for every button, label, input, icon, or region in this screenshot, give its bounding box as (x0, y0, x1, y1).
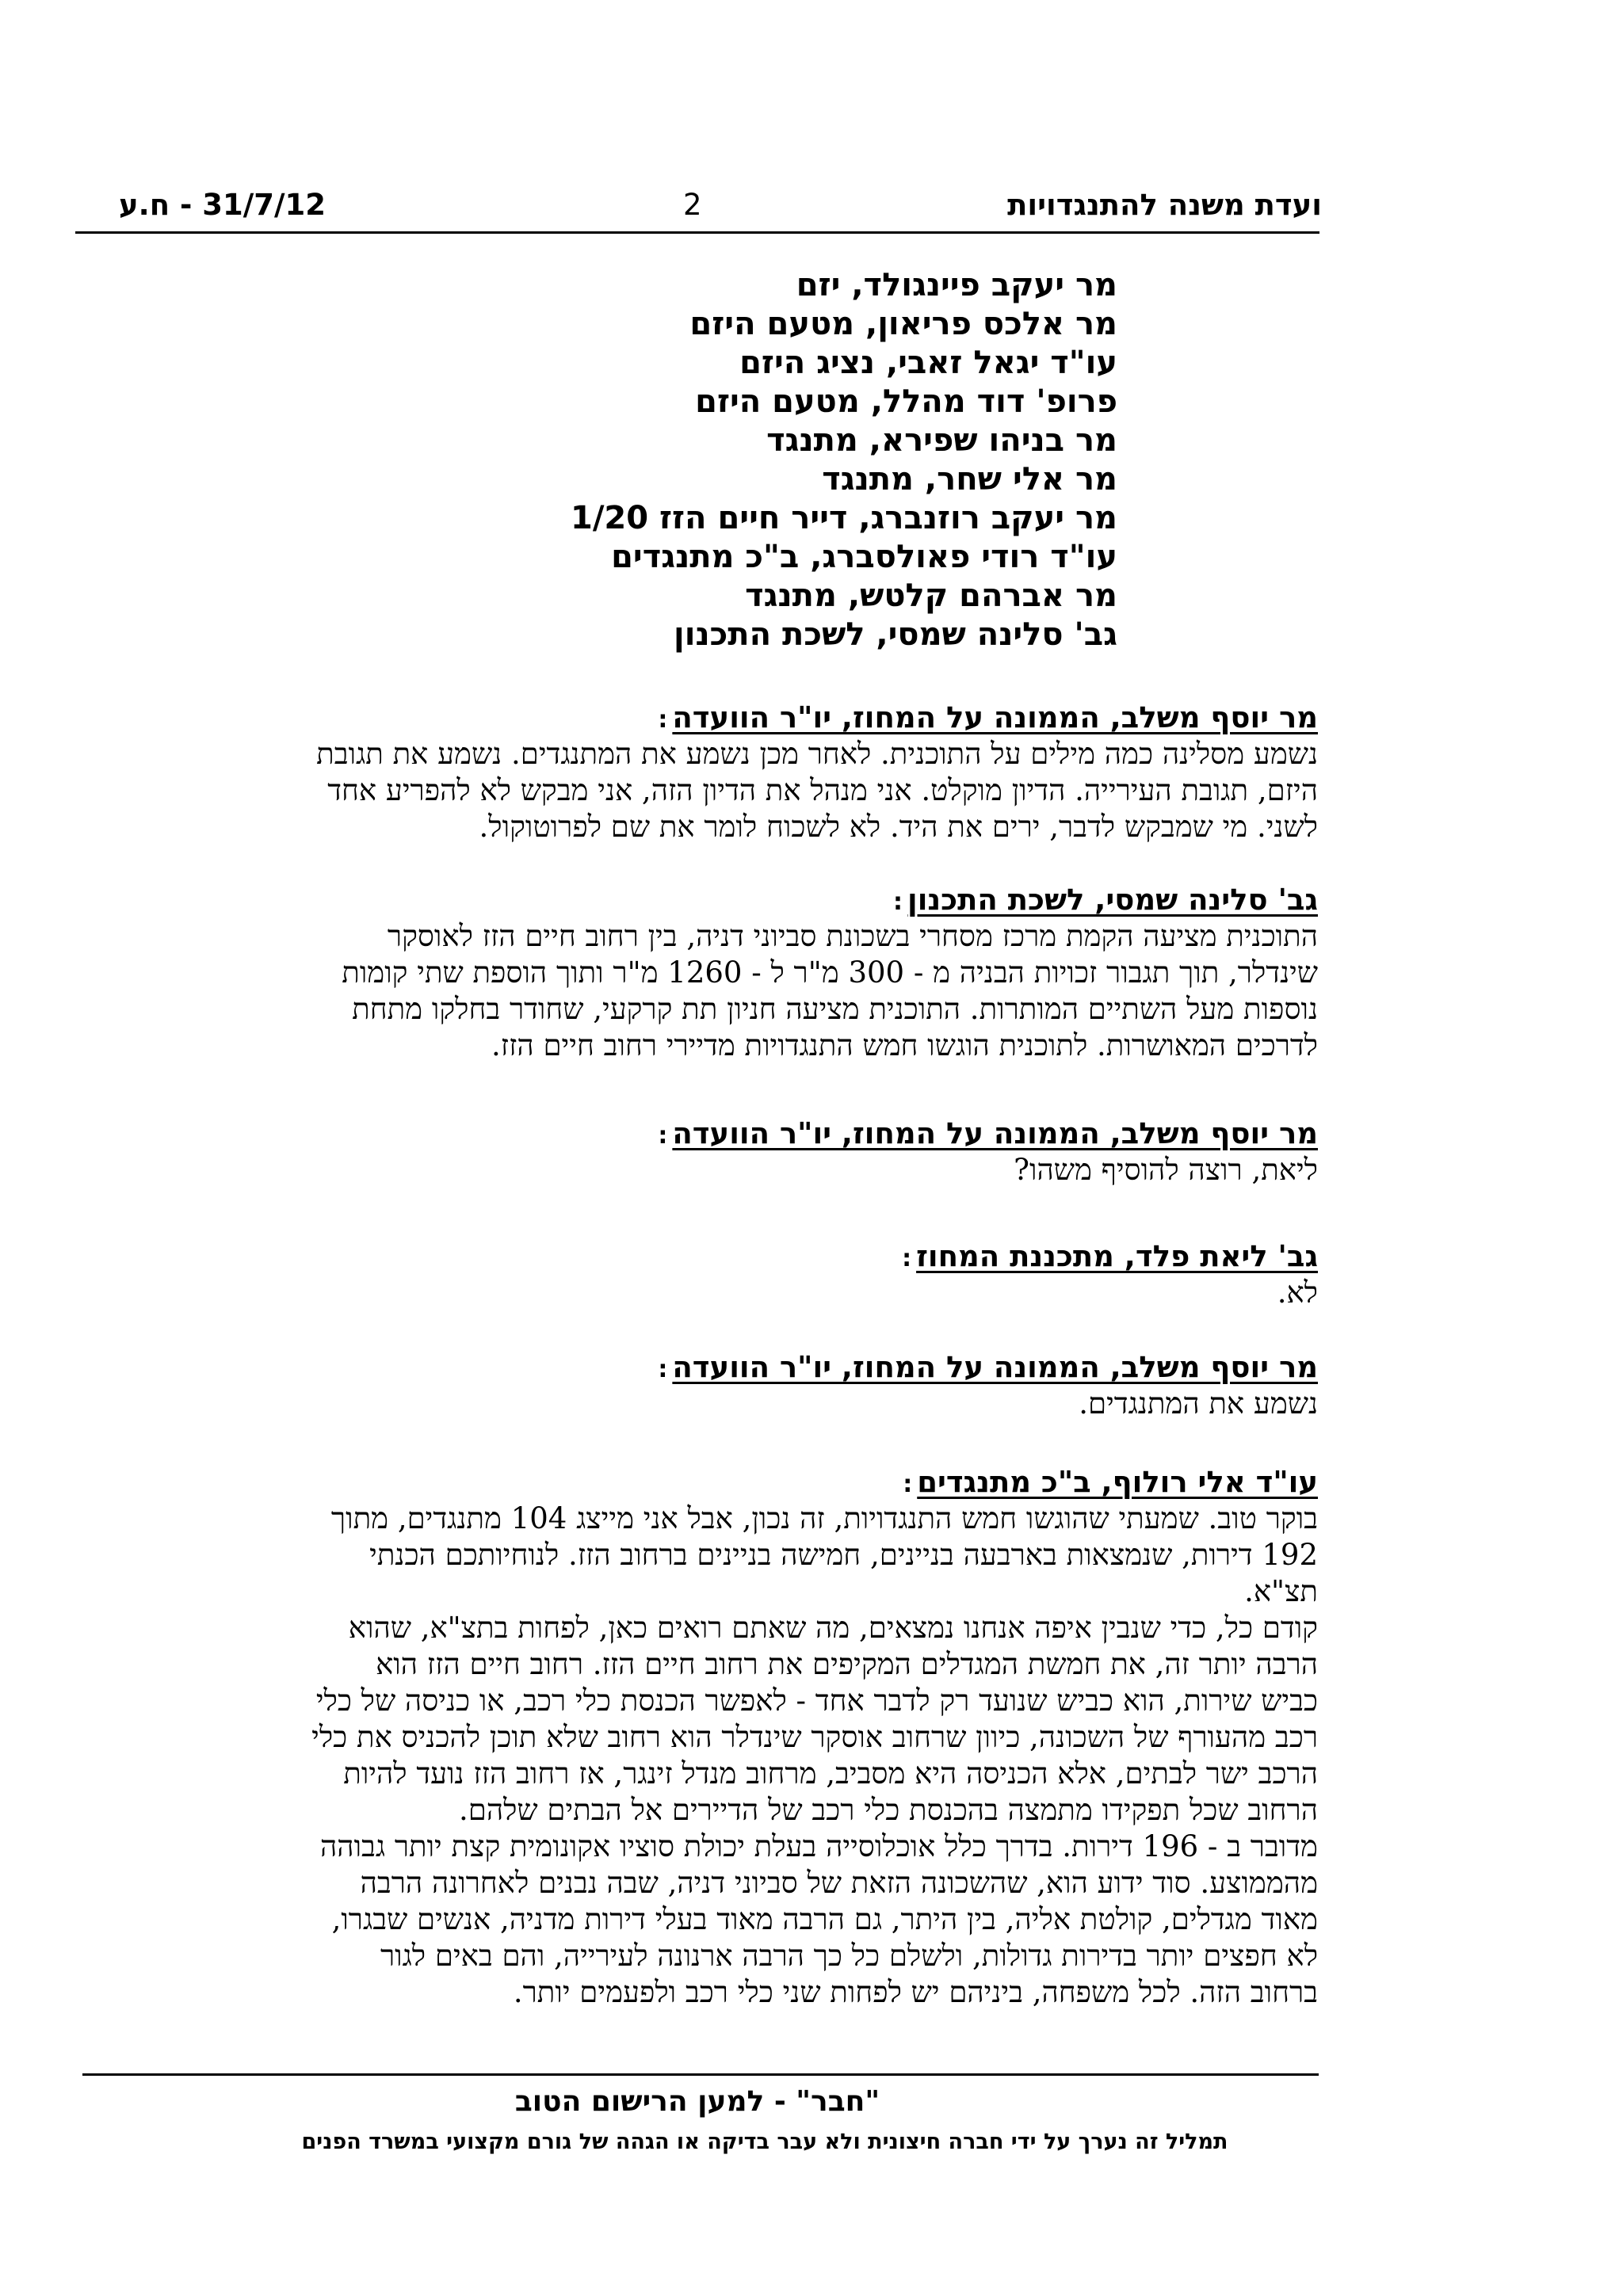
speech-text: נשמע את המתנגדים. (1079, 1386, 1318, 1421)
speaker-section (296, 1464, 1318, 2011)
committee-title: ועדת משנה להתנגדויות (1007, 188, 1322, 222)
speaker-name: מר יוסף משלב, הממונה על המחוז, יו"ר הוועדה: (658, 700, 1318, 734)
attendee: פרופ' דוד מהלל, מטעם היזם (695, 383, 1117, 420)
speaker-name: גב' ליאת פלד, מתכננת המחוז: (902, 1239, 1318, 1273)
attendee: מר אלי שחר, מתנגד (822, 461, 1117, 498)
attendee: מר בניהו שפירא, מתנגד (766, 422, 1117, 459)
speech-text: נשמע מסלינה כמה מילים על התוכנית. לאחר מכן נשמע את המתנגדים. נשמע את תגובת היזם, תגובת העירייה. הדיון מוקלט. אני מנהל את הדיון הזה, אני מבקש לא להפריע אחד לשני. מי שמבקש לדבר, ירים את היד. לא לשכוח לומר את שם לפרוטוקול. (316, 737, 1318, 844)
speech-text: התוכנית מציעה הקמת מרכז מסחרי בשכונת סביוני דניה, בין רחוב חיים הזז לאוסקר שינדלר, תוך תגבור זכויות הבניה מ - 300 מ"ר ל - 1260 מ"ר ותוך הוספת שתי קומות נוספות מעל השתיים המותרות. התוכנית מציעה חניון תת קרקעי, שחודר בחלקו מתחת לדרכים המאושרות. לתוכנית הוגשו חמש התנגדויות מדיירי רחוב חיים הזז. (342, 919, 1318, 1062)
date-code: 31/7/12 - ח.ע (119, 188, 327, 222)
speaker-name: גב' סלינה שמסי, לשכת התכנון: (893, 883, 1318, 917)
speaker-section (296, 1349, 1318, 1422)
speaker-section (296, 882, 1318, 1064)
attendee-list (483, 266, 1117, 654)
attendee: מר יעקב רוזנברג, דייר חיים הזז 1/20 (570, 500, 1117, 536)
attendee: מר אברהם קלטש, מתנגד (745, 578, 1117, 614)
header-divider (75, 231, 1319, 234)
speaker-name: מר יוסף משלב, הממונה על המחוז, יו"ר הוועדה: (658, 1116, 1318, 1150)
speech-text: לא. (1277, 1276, 1318, 1310)
attendee: מר יעקב פיינגולד, יזם (796, 267, 1117, 303)
attendee: עו"ד רודי פאולסברג, ב"כ מתנגדים (611, 539, 1117, 575)
footer-divider (82, 2073, 1319, 2076)
speech-text: בוקר טוב. שמעתי שהוגשו חמש התנגדויות, זה נכון, אבל אני מייצג 104 מתנגדים, מתוך 192 דירות, שנמצאות בארבעה בניינים, חמישה בניינים ברחוב הזז. לנוחיותכם הכנתי תצ"א. קודם כל, כדי שנבין איפה אנחנו נמצאים, מה שאתם רואים כאן, לפחות בתצ"א, שהוא הרבה יותר זה, את חמשת המגדלים המקיפים את רחוב חיים הזז. רחוב חיים הזז הוא כביש שירות, הוא כביש שנועד רק לדבר אחד - לאפשר הכנסת כלי רכב, או כניסה של כלי רכב מהעורף של השכונה, כיוון שרחוב אוסקר שינדלר הוא רחוב שלא תוכן להכניס את כלי הרכב ישר לבתים, אלא הכניסה היא מסביב, מרחוב מנדל זינגר, אז רחוב הזז נועד להיות הרחוב שכל תפקידו מתמצה בהכנסת כלי רכב של הדיירים אל הבתים שלהם. מדובר ב - 196 דירות. בדרך כלל אוכלוסייה בעלת יכולת סוציו אקונומית קצת יותר גבוהה מהממוצע. סוד ידוע הוא, שהשכונה הזאת של סביוני דניה, שבה נבנים לאחרונה הרבה מאוד מגדלים, קולטת אליה, בין היתר, גם הרבה מאוד בעלי דירות מדניה, אנשים שבגרו, לא חפצים יותר בדירות גדולות, ולשלם כל כך הרבה ארנונה לעירייה, והם באים לגור ברחוב הזה. לכל משפחה, ביניהם יש לפחות שני כלי רכב ולפעמים יותר. (311, 1501, 1318, 2009)
speaker-section (296, 700, 1318, 845)
speaker-name: עו"ד אלי רולוף, ב"כ מתנגדים: (903, 1465, 1318, 1499)
footer-disclaimer: תמליל זה נערך על ידי חברה חיצונית ולא עבר בדיקה או הגהה של גורם מקצועי במשרד הפנים (301, 2130, 1228, 2154)
footer-org: "חבר" - למען הרישום הטוב (514, 2085, 880, 2118)
attendee: מר אלכס פריאון, מטעם היזם (689, 306, 1117, 342)
speaker-name: מר יוסף משלב, הממונה על המחוז, יו"ר הוועדה: (658, 1350, 1318, 1384)
page-number: 2 (683, 188, 702, 222)
attendee: גב' סלינה שמסי, לשכת התכנון (674, 616, 1117, 653)
speaker-section (296, 1238, 1318, 1311)
speech-text: ליאת, רוצה להוסיף משהו? (1014, 1153, 1318, 1187)
speaker-section (296, 1116, 1318, 1188)
attendee: עו"ד יגאל זאבי, נציג היזם (739, 345, 1117, 381)
